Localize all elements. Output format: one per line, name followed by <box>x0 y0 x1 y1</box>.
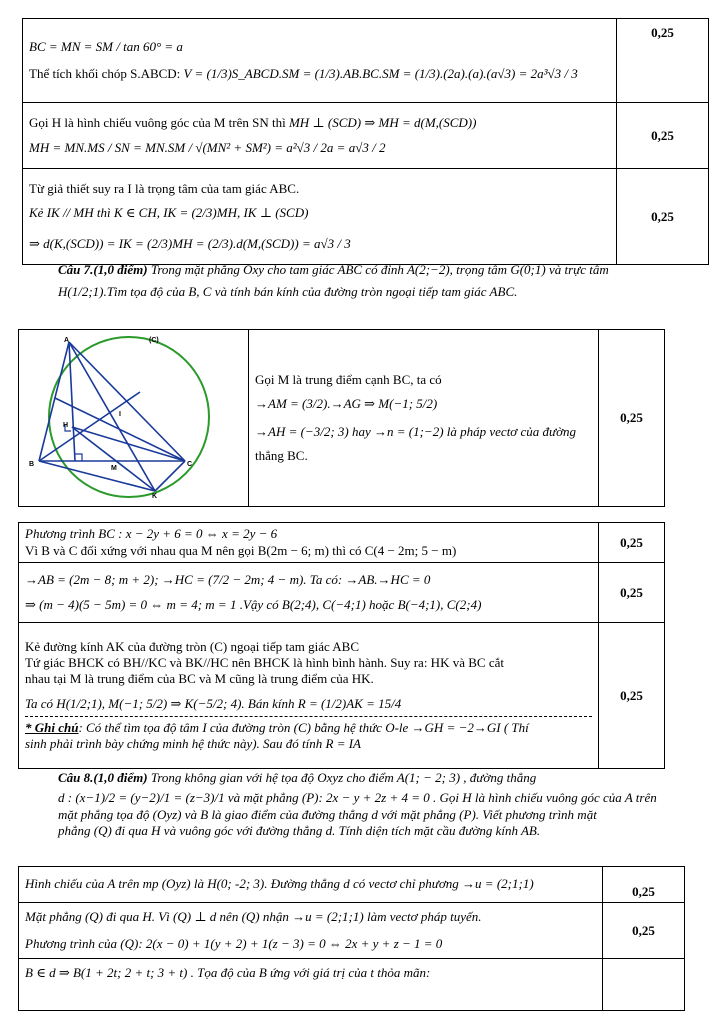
symmetry-statement: Vì B và C đối xứng với nhau qua M nên gọi B(2m − 6; m) thì có C(4 − 2m; 5 − m) <box>25 542 457 558</box>
mh-projection-text: Gọi H là hình chiếu vuông góc của M trên SN thì <box>29 115 286 131</box>
q8-text-2: d : (x−1)/2 = (y−2)/1 = (z−3)/1 và mặt phẳng (P): 2x − y + 2z + 4 = 0 . Gọi H là hình chiếu vuông góc của A trên <box>58 790 657 806</box>
q7-text-2: H(1/2;1).Tìm tọa độ của B, C và tính bán kính của đường tròn ngoại tiếp tam giác ABC. <box>58 284 518 300</box>
label-k: K <box>152 493 158 500</box>
score-cell: 0,25 <box>599 623 665 769</box>
q8-row-point-b <box>19 959 685 1011</box>
mh-projection-line <box>29 115 610 131</box>
q8-statement <box>18 770 710 839</box>
plane-q-normal: Mặt phẳng (Q) đi qua H. Vì (Q) ⊥ d nên (Q) nhận →u = (2;1;1) làm vectơ pháp tuyến. <box>25 909 482 925</box>
midpoint-statement: Gọi M là trung điểm cạnh BC, ta có <box>255 371 442 387</box>
right-angle-mark <box>75 454 82 461</box>
q7-row-radius <box>19 623 665 769</box>
q7-text-1: Trong mặt phẳng Oxy cho tam giác ABC có đỉnh A(2;−2), trọng tâm G(0;1) và trực tâm <box>150 262 609 277</box>
mh-length-equation: MH = MN.MS / SN = MN.SM / √(MN² + SM²) = a²√3 / 2a = a√3 / 2 <box>29 139 386 155</box>
q8-text-4: phẳng (Q) đi qua H và vuông góc với đường thẳng d. Tính diện tích mặt cầu đường kính AB. <box>58 822 541 838</box>
figure-cell <box>19 330 249 507</box>
score-cell: 0,25 <box>617 169 709 265</box>
q7-row-figure <box>19 330 665 507</box>
am-vector-equation: →AM = (3/2).→AG ⇒ M(−1; 5/2) <box>255 395 438 411</box>
q7-figure-table <box>18 329 665 507</box>
q8-row-projection <box>19 867 685 903</box>
note-text-1: : Có thể tìm tọa độ tâm I của đường tròn (C) bằng hệ thức O-le →GH = −2→GI ( Thí <box>78 719 529 735</box>
score-cell: 0,25 <box>603 903 685 959</box>
volume-line <box>29 66 610 82</box>
note-line <box>25 720 592 736</box>
divider <box>25 716 592 717</box>
score-cell: 0,25 <box>603 867 685 903</box>
volume-formula: V = (1/3)S_ABCD.SM = (1/3).AB.BC.SM = (1/3).(2a).(a).(a√3) = 2a³√3 / 3 <box>183 65 578 81</box>
triangle-circle-figure <box>19 330 247 502</box>
q7-row-bc <box>19 523 665 563</box>
label-i: I <box>119 411 121 418</box>
mh-projection-math: MH ⊥ (SCD) ⇒ MH = d(M,(SCD)) <box>288 115 477 131</box>
q8-row-plane <box>19 903 685 959</box>
score-cell: 0,25 <box>617 19 709 103</box>
ah-vector-equation: →AH = (−3/2; 3) hay →n = (1;−2) là pháp vectơ của đường <box>255 424 577 439</box>
volume-label: Thể tích khối chóp S.ABCD: <box>29 65 181 81</box>
bc-equation: Phương trình BC : x − 2y + 6 = 0 ⇔ x = 2y − 6 <box>25 526 278 542</box>
ik-construction: Kẻ IK // MH thì K ∈ CH, IK = (2/3)MH, IK ⊥ (SCD) <box>29 205 309 221</box>
label-b: B <box>29 461 35 468</box>
bc-line-label: thẳng BC. <box>255 448 308 464</box>
label-c: C <box>187 461 193 468</box>
q6-row-distance <box>23 169 709 265</box>
score-cell: 0,25 <box>617 103 709 169</box>
segment-bk <box>39 461 155 491</box>
bc-mn-equation: BC = MN = SM / tan 60° = a <box>29 39 183 55</box>
score-cell: 0,25 <box>599 563 665 623</box>
distance-result: ⇒ d(K,(SCD)) = IK = (2/3)MH = (2/3).d(M,(SCD)) = a√3 / 3 <box>29 235 351 251</box>
midpoint-hk-statement: nhau tại M là trung điểm của BC và M cũng là trung điểm của HK. <box>25 671 374 687</box>
q7-row-dot <box>19 563 665 623</box>
q7-solution-table <box>18 522 665 769</box>
score-cell <box>603 959 685 1011</box>
note-text-2: sinh phải trình bày chứng minh hệ thức này). Sau đó tính R = IA <box>25 736 361 751</box>
dot-product-equation: →AB = (2m − 8; m + 2); →HC = (7/2 − 2m; 4 − m). Ta có: →AB.→HC = 0 <box>25 572 431 588</box>
label-a: A <box>64 337 70 344</box>
label-circle: (C) <box>149 337 159 344</box>
point-b-param: B ∈ d ⇒ B(1 + 2t; 2 + t; 3 + t) . Tọa độ của B ứng với giá trị của t thỏa mãn: <box>25 965 431 980</box>
q8-text-3: mặt phẳng tọa độ (Oyz) và B là giao điểm của đường thẳng d với mặt phẳng (P). Viết phương trình mặt <box>58 806 597 822</box>
score-cell: 0,25 <box>599 523 665 563</box>
q8-heading: Câu 8.(1,0 điểm) <box>58 770 148 785</box>
segment-hk <box>72 427 155 491</box>
parallelogram-statement: Tứ giác BHCK có BH//KC và BK//HC nên BHCK là hình bình hành. Suy ra: HK và BC cắt <box>25 655 504 670</box>
q6-solution-table <box>22 18 709 265</box>
q7-step-1 <box>249 330 599 507</box>
q6-row-mh <box>23 103 709 169</box>
q7-statement <box>18 262 710 301</box>
score-cell: 0,25 <box>599 330 665 507</box>
solution-bc: ⇒ (m − 4)(5 − 5m) = 0 ⇔ m = 4; m = 1 .Vậy có B(2;4), C(−4;1) hoặc B(−4;1), C(2;4) <box>25 596 482 612</box>
q8-solution-table <box>18 866 685 1011</box>
plane-q-equation: Phương trình của (Q): 2(x − 0) + 1(y + 2) + 1(z − 3) = 0 ⇔ 2x + y + z − 1 = 0 <box>25 935 443 951</box>
centroid-statement: Từ giả thiết suy ra I là trọng tâm của tam giác ABC. <box>29 181 300 197</box>
diameter-construction: Kẻ đường kính AK của đường tròn (C) ngoại tiếp tam giác ABC <box>25 638 360 654</box>
label-m: M <box>111 465 117 472</box>
radius-computation: Ta có H(1/2;1), M(−1; 5/2) ⇒ K(−5/2; 4). Bán kính R = (1/2)AK = 15/4 <box>25 695 402 711</box>
label-h: H <box>63 422 69 429</box>
q8-text-1: Trong không gian với hệ tọa độ Oxyz cho điểm A(1; − 2; 3) , đường thẳng <box>150 770 537 785</box>
note-label: * Ghi chú <box>25 719 79 735</box>
projection-h: Hình chiếu của A trên mp (Oyz) là H(0; -2; 3). Đường thẳng d có vectơ chỉ phương →u = (2;1;1) <box>25 876 534 892</box>
q6-row-volume <box>23 19 709 103</box>
q7-heading: Câu 7.(1,0 điểm) <box>58 262 148 277</box>
